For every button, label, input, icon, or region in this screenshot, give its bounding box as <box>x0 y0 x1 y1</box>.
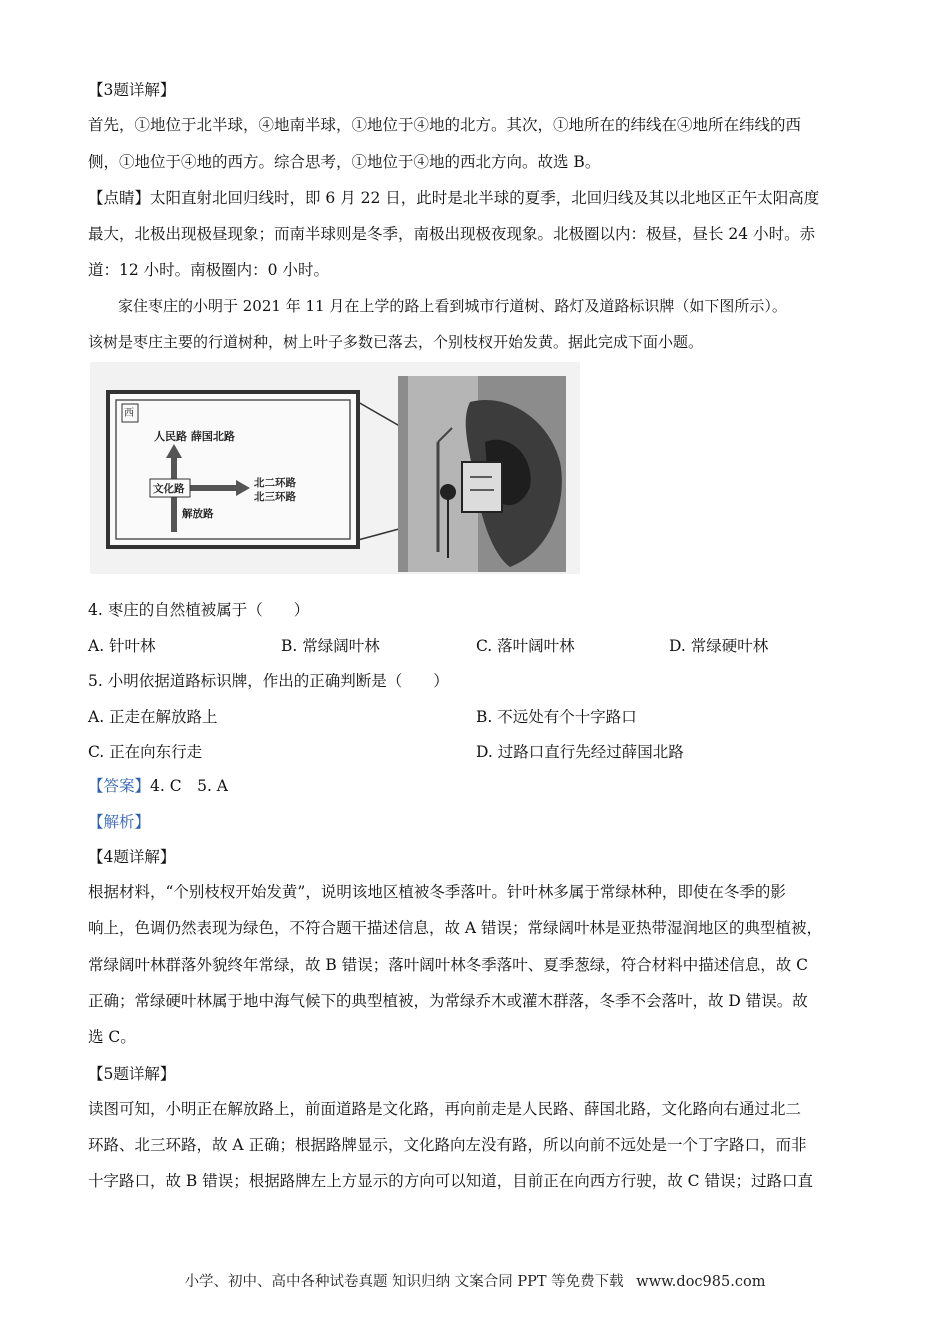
analysis-label: 【解析】 <box>88 813 151 831</box>
sign-center-road: 文化路 <box>153 483 185 495</box>
sec3-line-2: 侧，①地位于④地的西方。综合思考，①地位于④地的西北方向。故选 B。 <box>88 153 601 171</box>
sign-right-roads-1: 北二环路 <box>254 477 296 489</box>
q4-stem: 4. 枣庄的自然植被属于（ ） <box>88 601 310 619</box>
q5-option-b: B. 不远处有个十字路口 <box>476 708 637 726</box>
footer-text: 小学、初中、高中各种试卷真题 知识归纳 文案合同 PPT 等免费下载 <box>184 1274 624 1290</box>
sec3-line-1: 首先，①地位于北半球，④地南半球，①地位于④地的北方。其次，①地所在的纬线在④地所在纬线的西 <box>88 116 802 134</box>
sign-top-road: 人民路 薛国北路 <box>154 430 235 443</box>
q4-option-c: C. 落叶阔叶林 <box>476 637 575 655</box>
q5-option-c: C. 正在向东行走 <box>88 743 203 761</box>
answer-line <box>88 774 228 796</box>
sec4-line-4: 正确；常绿硬叶林属于地中海气候下的典型植被，为常绿乔木或灌木群落，冬季不会落叶，故 D 错误。故 <box>88 992 808 1010</box>
material-line-1: 家住枣庄的小明于 2021 年 11 月在上学的路上看到城市行道树、路灯及道路标识牌（如下图所示）。 <box>118 297 787 315</box>
sec5-line-1: 读图可知，小明正在解放路上，前面道路是文化路，再向前走是人民路、薛国北路，文化路向右通过北二 <box>88 1100 802 1118</box>
sec5-line-2: 环路、北三环路，故 A 正确；根据路牌显示，文化路向左没有路，所以向前不远处是一个丁字路口，而非 <box>88 1136 807 1154</box>
sec5-heading: 【5题详解】 <box>88 1065 176 1083</box>
sec4-heading: 【4题详解】 <box>88 848 176 866</box>
footer-site[interactable]: www.doc985.com <box>636 1274 766 1290</box>
q4-option-d: D. 常绿硬叶林 <box>669 637 769 655</box>
sec4-line-2: 响上，色调仍然表现为绿色，不符合题干描述信息，故 A 错误；常绿阔叶林是亚热带湿润地区的典型植被， <box>88 919 823 937</box>
sec4-line-5: 选 C。 <box>88 1028 136 1046</box>
q4-option-a: A. 针叶林 <box>88 637 156 655</box>
sec4-line-1: 根据材料，“个别枝杈开始发黄”，说明该地区植被冬季落叶。针叶林多属于常绿林种，即使在冬季的影 <box>88 883 786 901</box>
sec3-heading: 【3题详解】 <box>88 81 176 99</box>
road-sign-figure <box>90 362 580 574</box>
q5-stem: 5. 小明依据道路标识牌，作出的正确判断是（ ） <box>88 672 449 690</box>
q5-option-a: A. 正走在解放路上 <box>88 708 218 726</box>
sign-bottom-road: 解放路 <box>182 508 214 520</box>
tip-line-2: 最大，北极出现极昼现象；而南半球则是冬季，南极出现极夜现象。北极圈以内：极昼，昼长 24 小时。赤 <box>88 225 816 243</box>
photo-sign <box>462 462 502 512</box>
answer-text: 4. C 5. A <box>150 777 229 795</box>
sign-west: 西 <box>124 408 134 419</box>
sign-frame <box>108 392 358 547</box>
page-footer <box>0 1270 950 1291</box>
material-line-2: 该树是枣庄主要的行道树种，树上叶子多数已落去，个别枝杈开始发黄。据此完成下面小题。 <box>88 333 704 351</box>
sign-right-roads-2: 北三环路 <box>254 491 296 503</box>
tip-line-3: 道：12 小时。南极圈内：0 小时。 <box>88 261 329 279</box>
sec4-line-3: 常绿阔叶林群落外貌终年常绿，故 B 错误；落叶阔叶林冬季落叶、夏季葱绿，符合材料中描述信息，故 C <box>88 956 809 974</box>
sec5-line-3: 十字路口，故 B 错误；根据路牌左上方显示的方向可以知道，目前正在向西方行驶，故 C 错误；过路口直 <box>88 1172 813 1190</box>
q5-option-d: D. 过路口直行先经过薛国北路 <box>476 743 684 761</box>
tip-line-1: 【点睛】太阳直射北回归线时，即 6 月 22 日，此时是北半球的夏季，北回归线及其以北地区正午太阳高度 <box>88 189 820 207</box>
answer-label: 【答案】 <box>88 777 151 795</box>
street-photo <box>398 376 566 572</box>
q4-option-b: B. 常绿阔叶林 <box>281 637 380 655</box>
